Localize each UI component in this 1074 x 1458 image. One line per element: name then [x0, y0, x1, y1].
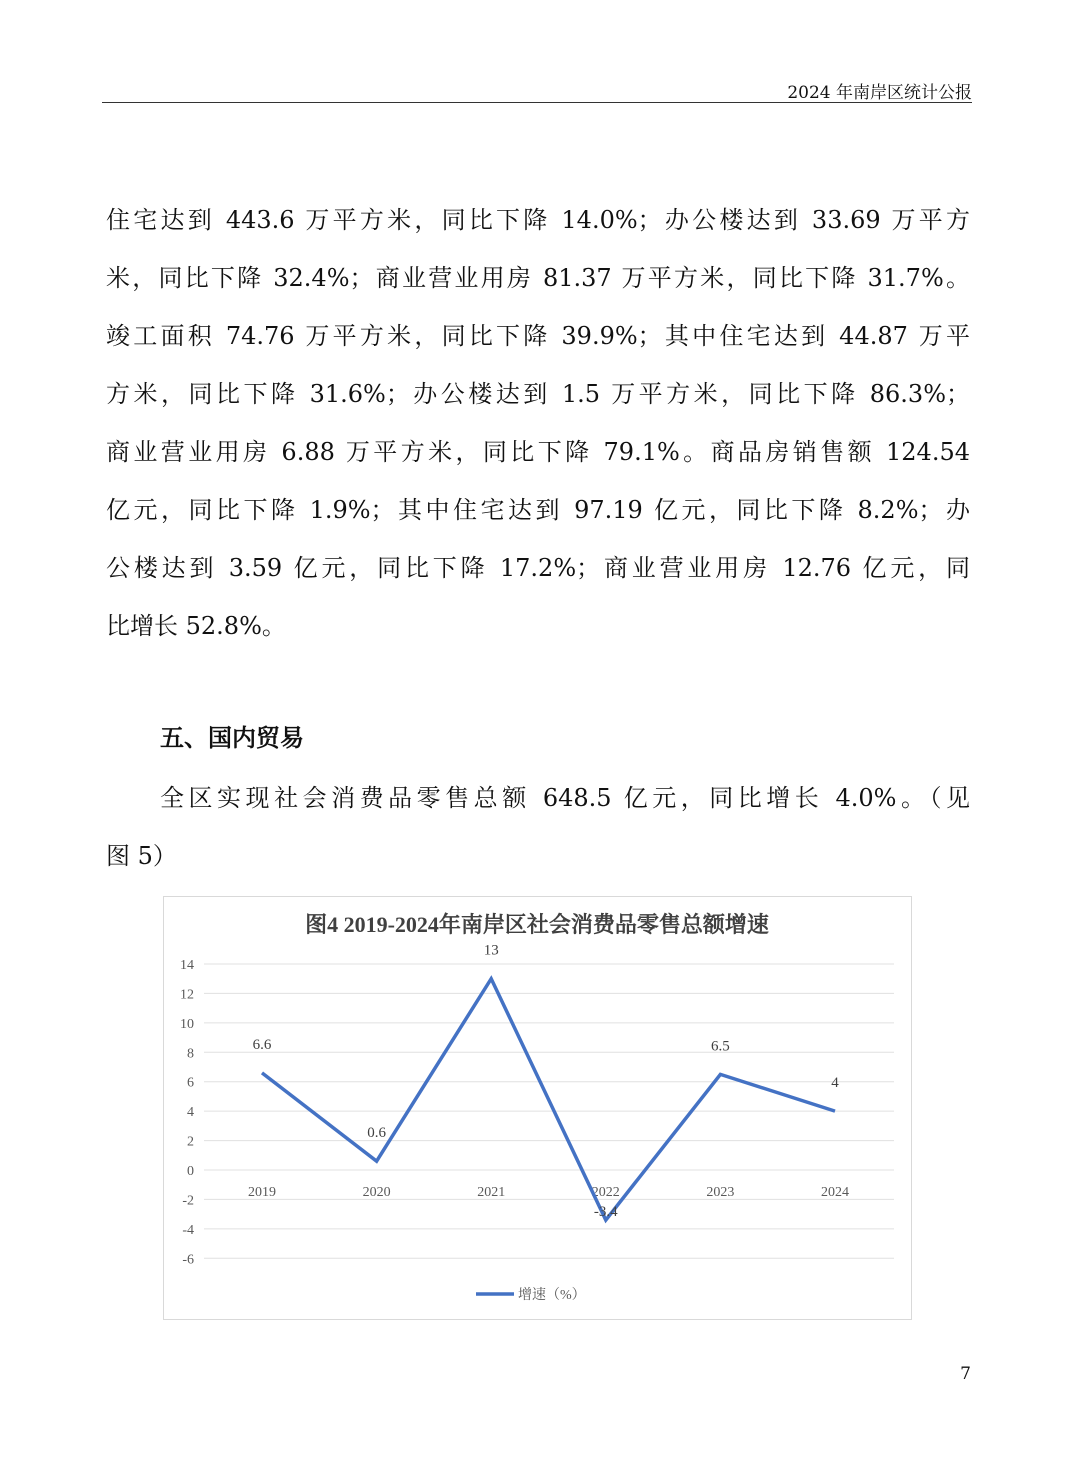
- x-tick-label: 2022: [591, 1185, 620, 1200]
- x-tick-label: 2021: [477, 1185, 506, 1200]
- y-tick-label: 0: [187, 1164, 194, 1179]
- chart-title: 图4 2019-2024年南岸区社会消费品零售总额增速: [305, 912, 769, 937]
- paragraph-line: 全区实现社会消费品零售总额 648.5 亿元，同比增长 4.0%。（见: [160, 784, 970, 812]
- y-tick-label: 12: [180, 987, 194, 1003]
- legend-label: 增速（%）: [518, 1288, 586, 1303]
- y-tick-label: 2: [187, 1134, 194, 1150]
- paragraph-line: 竣工面积 74.76 万平方米，同比下降 39.9%；其中住宅达到 44.87 万平: [106, 322, 970, 350]
- paragraph-line: 图 5）: [106, 842, 177, 870]
- running-header: 2024 年南岸区统计公报: [787, 83, 972, 103]
- y-tick-label: 8: [187, 1046, 194, 1062]
- paragraph-line: 比增长 52.8%。: [106, 612, 286, 640]
- paragraph-line: 亿元，同比下降 1.9%；其中住宅达到 97.19 亿元，同比下降 8.2%；办: [106, 496, 970, 524]
- y-tick-label: 10: [180, 1016, 194, 1032]
- paragraph-line: 方米，同比下降 31.6%；办公楼达到 1.5 万平方米，同比下降 86.3%；: [106, 380, 970, 408]
- x-tick-label: 2024: [821, 1185, 849, 1200]
- data-label: 6.6: [252, 1036, 272, 1053]
- paragraph-line: 米，同比下降 32.4%；商业营业用房 81.37 万平方米，同比下降 31.7%。: [106, 264, 970, 292]
- paragraph-line: 商业营业用房 6.88 万平方米，同比下降 79.1%。商品房销售额 124.54: [106, 438, 970, 466]
- page-number: 7: [960, 1364, 971, 1384]
- paragraph-line: 住宅达到 443.6 万平方米，同比下降 14.0%；办公楼达到 33.69 万平方: [106, 206, 970, 234]
- chart-svg: [164, 897, 911, 1319]
- y-tick-label: 4: [187, 1105, 194, 1121]
- y-tick-label: 14: [180, 958, 194, 973]
- header-rule: [102, 102, 972, 103]
- x-tick-label: 2019: [248, 1185, 276, 1200]
- x-tick-label: 2023: [706, 1185, 735, 1200]
- line-chart: [163, 896, 912, 1320]
- y-tick-label: -2: [182, 1193, 194, 1209]
- data-label: 13: [483, 942, 499, 959]
- series-line: [262, 979, 835, 1220]
- y-tick-label: -6: [182, 1252, 194, 1268]
- data-label: 4: [831, 1075, 839, 1092]
- paragraph-line: 公楼达到 3.59 亿元，同比下降 17.2%；商业营业用房 12.76 亿元，同: [106, 554, 970, 582]
- x-tick-label: 2020: [362, 1185, 391, 1200]
- data-label: 6.5: [711, 1038, 730, 1055]
- data-label: 0.6: [367, 1125, 386, 1142]
- data-label: -3.4: [593, 1204, 618, 1221]
- y-tick-label: -4: [182, 1222, 194, 1238]
- y-tick-label: 6: [187, 1075, 194, 1091]
- section-heading: 五、国内贸易: [160, 724, 304, 752]
